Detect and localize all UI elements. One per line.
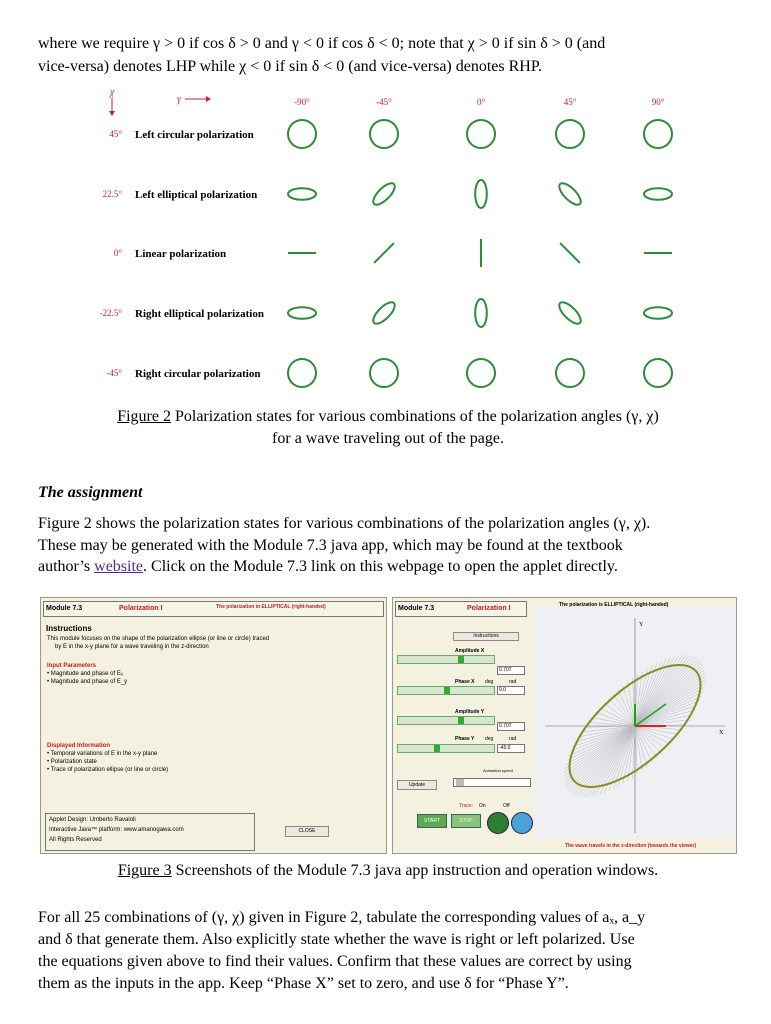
figure-2-ref: Figure 2 [117, 408, 171, 425]
closing-line-2: and δ that generate them. Also explicitly state whether the wave is right or left polarized. Use [38, 931, 635, 948]
chi-symbol: χ [110, 87, 115, 98]
display-heading: Displayed Information [47, 743, 111, 749]
gamma-column-header: -90° [294, 97, 310, 107]
amplitude-x-slider[interactable] [397, 655, 495, 664]
gamma-symbol: γ [177, 94, 181, 105]
phase-y-field[interactable]: -45.0 [497, 744, 525, 753]
polarization-row-label: Right circular polarization [135, 368, 261, 380]
polarization-ellipse [475, 299, 487, 327]
polarization-ellipse [475, 180, 487, 208]
timer-icon [487, 812, 509, 834]
credit-line-2: Interactive Java™ platform: www.amanogawa.com [49, 827, 184, 833]
x-axis-label: X [719, 730, 724, 736]
phase-y-deg-option[interactable]: deg [485, 736, 494, 742]
phase-y-thumb[interactable] [434, 745, 440, 752]
polarization-ellipse [288, 307, 316, 319]
assignment-line-2: These may be generated with the Module 7.3 java app, which may be found at the textbook [38, 537, 623, 554]
credit-line-1: Applet Design: Umberto Ravaioli [49, 817, 136, 823]
polarization-ellipse [644, 359, 672, 387]
animation-speed-slider[interactable] [453, 778, 531, 787]
input-item-2: • Magnitude and phase of E_y [47, 679, 128, 685]
polarization-ellipse [560, 243, 580, 263]
close-button[interactable]: CLOSE [285, 826, 329, 837]
closing-line-1: For all 25 combinations of (γ, χ) given in Figure 2, tabulate the corresponding values of aₓ, a_y [38, 909, 646, 926]
y-axis-label: Y [639, 622, 644, 628]
polarization-ellipse [556, 180, 584, 208]
credits-box [45, 813, 255, 851]
wave-footer: The wave travels in the z-direction (towards the viewer) [565, 843, 697, 849]
animation-speed-label: Animation speed [483, 768, 513, 773]
figure-2 [80, 85, 700, 395]
polarization-ellipse [644, 307, 672, 319]
title-bar [43, 601, 384, 617]
phase-x-slider[interactable] [397, 686, 495, 695]
phase-x-deg-option[interactable]: deg [485, 679, 494, 685]
closing-line-4: them as the inputs in the app. Keep “Phase X” set to zero, and use δ for “Phase Y”. [38, 975, 569, 992]
polarization-grid [80, 85, 700, 395]
input-heading: Input Parameters [47, 663, 97, 669]
intro-line-1: where we require γ > 0 if cos δ > 0 and γ < 0 if cos δ < 0; note that χ > 0 if sin δ > 0 (and [38, 35, 606, 52]
polarization-ellipse [467, 120, 495, 148]
phase-x-field[interactable]: 0.0 [497, 686, 525, 695]
figure-3-caption-text: Screenshots of the Module 7.3 java app instruction and operation windows. [171, 862, 659, 879]
start-button[interactable]: START [417, 814, 447, 828]
clock-icon [511, 812, 533, 834]
polarization-ellipse [556, 299, 584, 327]
chi-row-value: 22.5° [102, 189, 122, 199]
polarization-ellipse [288, 359, 316, 387]
polarization-ellipse [370, 299, 398, 327]
figure-2-caption-line-1 [38, 406, 738, 427]
input-item-1: • Magnitude and phase of Eₓ [47, 671, 123, 677]
amplitude-x-thumb[interactable] [458, 656, 464, 663]
polarization-row-label: Left circular polarization [135, 129, 254, 141]
tab-label: Polarization I [119, 605, 163, 612]
polarization-ellipse [288, 120, 316, 148]
assignment-heading: The assignment [38, 484, 143, 501]
stop-button[interactable]: STOP [451, 814, 481, 828]
figure-3-ref: Figure 3 [117, 862, 172, 879]
closing-line-3: the equations given above to find their values. Confirm that these values are correct by using [38, 953, 632, 970]
phase-x-rad-option[interactable]: rad [509, 679, 517, 685]
website-link[interactable]: website [94, 558, 144, 575]
phase-x-label: Phase X [455, 679, 475, 685]
update-button[interactable]: Update [397, 780, 437, 790]
trace-on-option[interactable]: On [479, 803, 486, 809]
chi-arrow-head [109, 111, 115, 116]
instructions-heading: Instructions [46, 624, 92, 633]
figure-3 [40, 597, 737, 854]
gamma-column-header: 0° [476, 97, 486, 107]
display-item-2: • Polarization state [47, 759, 97, 765]
chi-row-value: -22.5° [99, 308, 122, 318]
amplitude-y-thumb[interactable] [458, 717, 464, 724]
polarization-ellipse [644, 120, 672, 148]
polarization-ellipse [550, 353, 590, 393]
polarization-ellipse [644, 188, 672, 200]
window-title-right: The polarization is ELLIPTICAL (right-handed) [559, 602, 669, 608]
trace-off-option[interactable]: Off [503, 803, 510, 809]
assignment-text-b: . Click on the Module 7.3 link on this webpage to open the applet directly. [143, 558, 618, 575]
polarization-ellipse [467, 359, 495, 387]
polarization-row-label: Linear polarization [135, 248, 227, 260]
phase-y-rad-option[interactable]: rad [509, 736, 517, 742]
window-title: The polarization in ELLIPTICAL (right-handed) [216, 604, 326, 610]
instructions-text-1: This module focuses on the shape of the polarization ellipse (or line or circle) traced [47, 636, 270, 642]
gamma-column-header: 45° [563, 97, 577, 107]
tab-label-right: Polarization I [467, 605, 511, 612]
display-item-1: • Temporal variations of E in the x-y plane [47, 751, 158, 757]
amplitude-x-label: Amplitude X [455, 648, 485, 654]
phase-y-label: Phase Y [455, 736, 475, 742]
assignment-line-3 [38, 556, 738, 577]
polarization-ellipse [364, 114, 404, 154]
amplitude-y-slider[interactable] [397, 716, 495, 725]
polarization-ellipse [370, 180, 398, 208]
amplitude-y-field[interactable]: 0.707 [497, 722, 525, 731]
figure-2-caption-line-2: for a wave traveling out of the page. [272, 430, 504, 447]
display-item-3: • Trace of polarization ellipse (or line or circle) [47, 767, 169, 773]
chi-row-value: 45° [109, 129, 122, 139]
chi-row-value: 0° [113, 248, 122, 258]
phase-x-thumb[interactable] [444, 687, 450, 694]
amplitude-x-field[interactable]: 0.707 [497, 666, 525, 675]
amplitude-y-label: Amplitude Y [455, 709, 485, 715]
credit-line-3: All Rights Reserved [49, 837, 102, 843]
animation-speed-thumb[interactable] [456, 779, 464, 786]
trace-label: Trace: [459, 803, 473, 809]
polarization-row-label: Right elliptical polarization [135, 308, 264, 320]
polarization-row-label: Left elliptical polarization [135, 189, 258, 201]
polarization-plot [535, 608, 735, 838]
instructions-button[interactable]: Instructions [453, 632, 519, 641]
gamma-arrow-head [206, 96, 211, 102]
operation-window [392, 597, 737, 854]
polarization-ellipse [364, 353, 404, 393]
gamma-column-header: -45° [376, 97, 392, 107]
chi-row-value: -45° [106, 368, 122, 378]
phase-y-slider[interactable] [397, 744, 495, 753]
figure-2-caption-text: Polarization states for various combinations of the polarization angles (γ, χ) [170, 408, 659, 425]
assignment-text-a: author’s [38, 558, 95, 575]
assignment-line-1: Figure 2 shows the polarization states for various combinations of the polarization angles (γ, χ). [38, 515, 651, 532]
instructions-text-2: by E in the x-y plane for a wave traveling in the z-direction [55, 644, 209, 650]
polarization-ellipse [374, 243, 394, 263]
figure-3-caption [38, 860, 738, 881]
intro-line-2: vice-versa) denotes LHP while χ < 0 if sin δ < 0 (and vice-versa) denotes RHP. [38, 58, 542, 75]
gamma-column-header: 90° [651, 97, 665, 107]
polarization-ellipse [288, 188, 316, 200]
instructions-window [40, 597, 387, 854]
polarization-ellipse [550, 114, 590, 154]
module-label: Module 7.3 [46, 605, 83, 612]
module-label-right: Module 7.3 [398, 605, 435, 612]
